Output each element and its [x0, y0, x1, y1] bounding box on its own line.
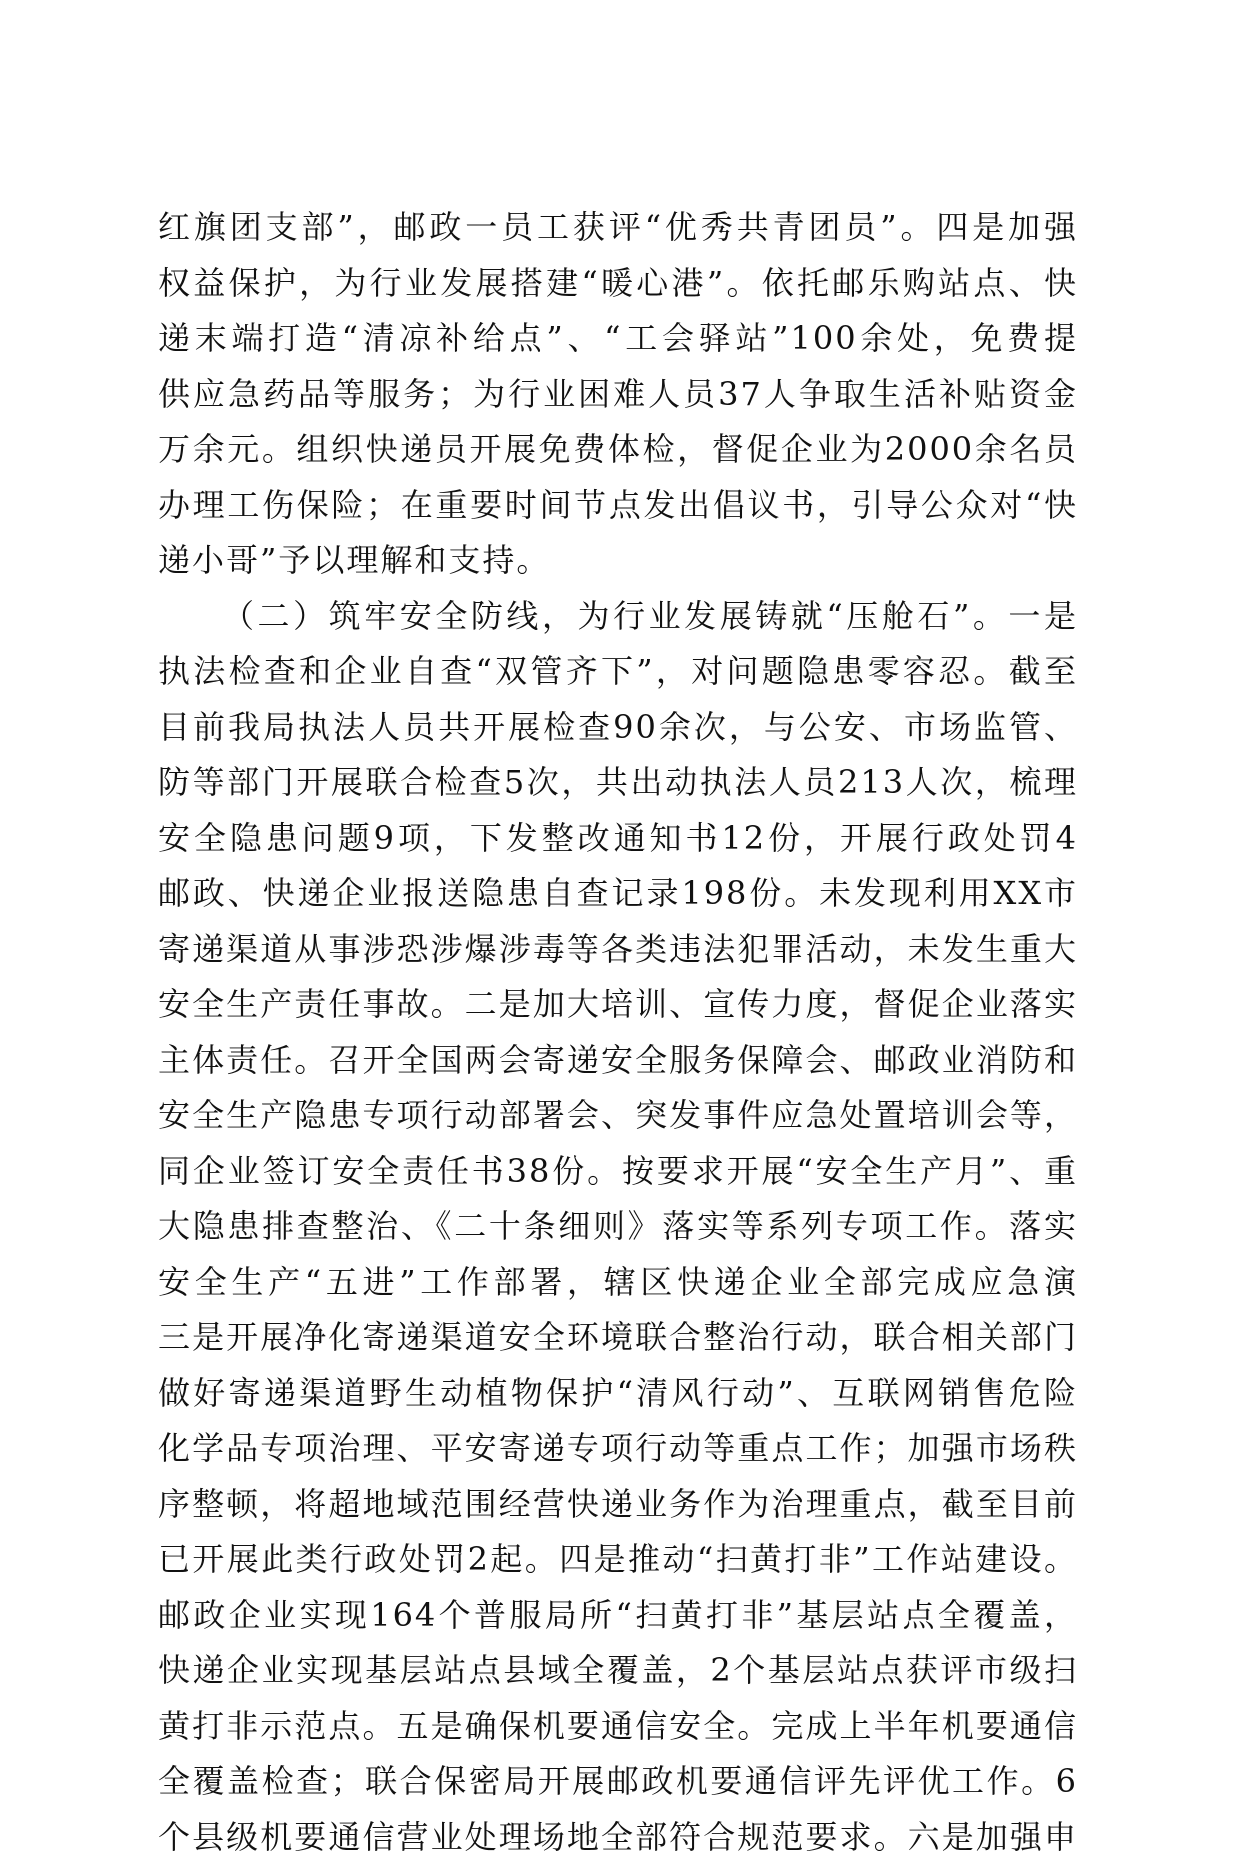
text-line: 安全生产“五进”工作部署，辖区快递企业全部完成应急演	[158, 1255, 1078, 1311]
text-line: 序整顿，将超地域范围经营快递业务作为治理重点，截至目前	[158, 1477, 1078, 1533]
text-line: 做好寄递渠道野生动植物保护“清风行动”、互联网销售危险	[158, 1366, 1078, 1422]
text-line: 个县级机要通信营业处理场地全部符合规范要求。六是加强申	[158, 1810, 1078, 1865]
text-line: 办理工伤保险；在重要时间节点发出倡议书，引导公众对“快	[158, 478, 1078, 534]
text-line: 已开展此类行政处罚2起。四是推动“扫黄打非”工作站建设。	[158, 1532, 1078, 1588]
text-line: 递小哥”予以理解和支持。	[158, 533, 1078, 589]
text-line: 红旗团支部”，邮政一员工获评“优秀共青团员”。四是加强	[158, 200, 1078, 256]
text-line: 目前我局执法人员共开展检查90余次，与公安、市场监管、	[158, 700, 1078, 756]
text-line: 主体责任。召开全国两会寄递安全服务保障会、邮政业消防和	[158, 1033, 1078, 1089]
text-line: 化学品专项治理、平安寄递专项行动等重点工作；加强市场秩	[158, 1421, 1078, 1477]
text-line: 三是开展净化寄递渠道安全环境联合整治行动，联合相关部门	[158, 1310, 1078, 1366]
text-line: 邮政、快递企业报送隐患自查记录198份。未发现利用XX市	[158, 866, 1078, 922]
text-line: 防等部门开展联合检查5次，共出动执法人员213人次，梳理	[158, 755, 1078, 811]
text-line: 全覆盖检查；联合保密局开展邮政机要通信评先评优工作。6	[158, 1754, 1078, 1810]
text-line: 邮政企业实现164个普服局所“扫黄打非”基层站点全覆盖，	[158, 1588, 1078, 1644]
text-line: 递末端打造“清凉补给点”、“工会驿站”100余处，免费提	[158, 311, 1078, 367]
text-line: 快递企业实现基层站点县域全覆盖，2个基层站点获评市级扫	[158, 1643, 1078, 1699]
text-line: （二）筑牢安全防线，为行业发展铸就“压舱石”。一是	[158, 589, 1078, 645]
text-line: 万余元。组织快递员开展免费体检，督促企业为2000余名员	[158, 422, 1078, 478]
text-line: 寄递渠道从事涉恐涉爆涉毒等各类违法犯罪活动，未发生重大	[158, 922, 1078, 978]
text-line: 执法检查和企业自查“双管齐下”，对问题隐患零容忍。截至	[158, 644, 1078, 700]
text-line: 黄打非示范点。五是确保机要通信安全。完成上半年机要通信	[158, 1699, 1078, 1755]
document-body	[158, 200, 1078, 1865]
text-line: 安全生产隐患专项行动部署会、突发事件应急处置培训会等，	[158, 1088, 1078, 1144]
text-line: 大隐患排查整治、《二十条细则》落实等系列专项工作。落实	[158, 1199, 1078, 1255]
text-line: 供应急药品等服务；为行业困难人员37人争取生活补贴资金	[158, 367, 1078, 423]
text-line: 权益保护，为行业发展搭建“暖心港”。依托邮乐购站点、快	[158, 256, 1078, 312]
text-line: 安全隐患问题9项，下发整改通知书12份，开展行政处罚4	[158, 811, 1078, 867]
text-line: 安全生产责任事故。二是加大培训、宣传力度，督促企业落实	[158, 977, 1078, 1033]
text-line: 同企业签订安全责任书38份。按要求开展“安全生产月”、重	[158, 1144, 1078, 1200]
